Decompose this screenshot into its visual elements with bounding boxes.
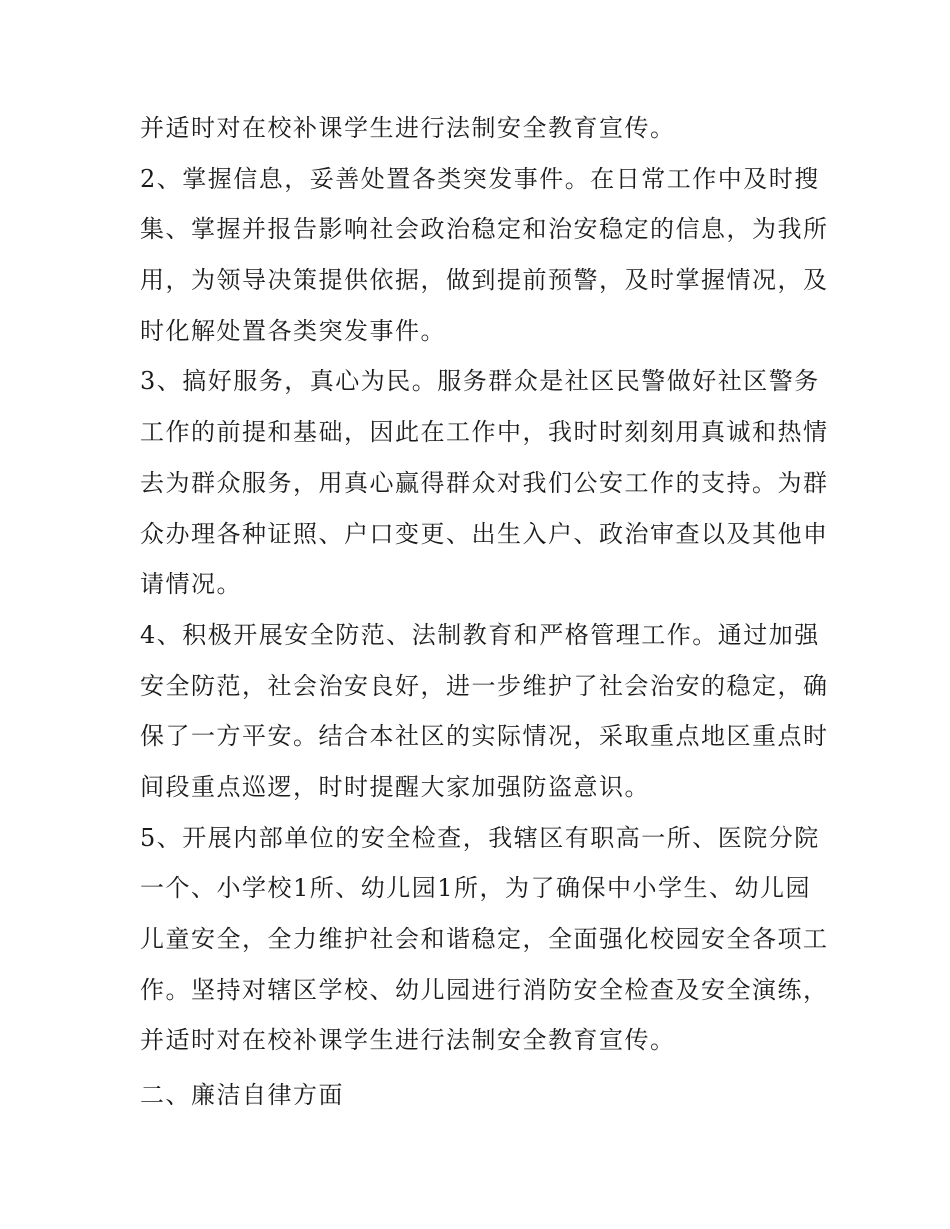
text-line: 并适时对在校补课学生进行法制安全教育宣传。 <box>140 1026 676 1055</box>
text-line: 2、掌握信息，妥善处置各类突发事件。在日常工作中及时搜 <box>140 164 820 193</box>
text-line: 集、掌握并报告影响社会政治稳定和治安稳定的信息，为我所 <box>140 215 829 244</box>
text-line: 安全防范，社会治安良好，进一步维护了社会治安的稳定，确 <box>140 671 829 700</box>
text-line: 3、搞好服务，真心为民。服务群众是社区民警做好社区警务 <box>140 367 820 396</box>
text-line: 用，为领导决策提供依据，做到提前预警，及时掌握情况，及 <box>140 266 829 295</box>
text-line: 作。坚持对辖区学校、幼儿园进行消防安全检查及安全演练， <box>140 975 829 1004</box>
text-line: 去为群众服务，用真心赢得群众对我们公安工作的支持。为群 <box>140 468 829 497</box>
document-body <box>140 103 829 1121</box>
text-line: 时化解处置各类突发事件。 <box>140 316 446 345</box>
text-line: 请情况。 <box>140 570 242 599</box>
text-line: 众办理各种证照、户口变更、出生入户、政治审查以及其他申 <box>140 519 829 548</box>
text-line: 4、积极开展安全防范、法制教育和严格管理工作。通过加强 <box>140 620 820 649</box>
section-heading: 二、廉洁自律方面 <box>140 1081 344 1110</box>
text-line: 间段重点巡逻，时时提醒大家加强防盗意识。 <box>140 772 650 801</box>
text-line: 并适时对在校补课学生进行法制安全教育宣传。 <box>140 114 676 142</box>
text-line: 保了一方平安。结合本社区的实际情况，采取重点地区重点时 <box>140 722 829 751</box>
text-line: 儿童安全，全力维护社会和谐稳定，全面强化校园安全各项工 <box>140 925 829 953</box>
text-line: 一个、小学校1所、幼儿园1所，为了确保中小学生、幼儿园 <box>140 874 812 903</box>
text-line: 5、开展内部单位的安全检查，我辖区有职高一所、医院分院 <box>140 823 820 852</box>
text-line: 工作的前提和基础，因此在工作中，我时时刻刻用真诚和热情 <box>140 418 829 447</box>
